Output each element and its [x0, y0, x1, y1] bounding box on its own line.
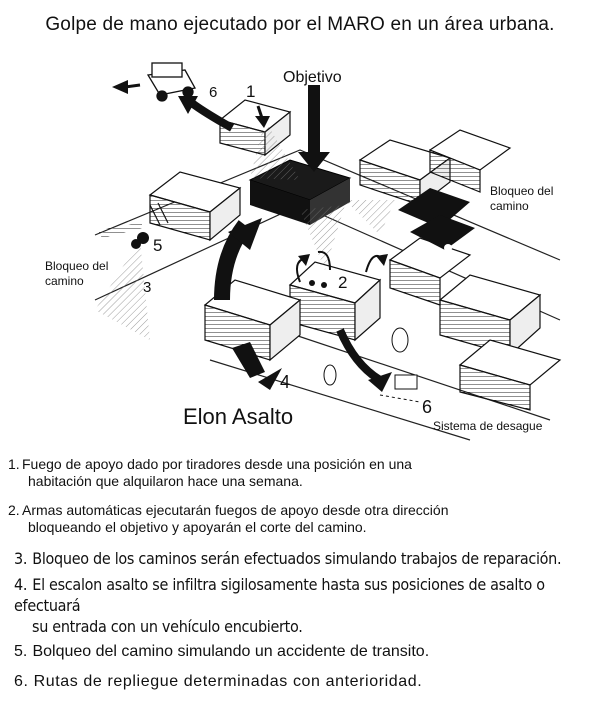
- note-5: 5. Bolqueo del camino simulando un accidente de transito.: [14, 643, 430, 660]
- note-1: 1. Fuego de apoyo dado por tiradores desde una posición en una habitación que alquilaron hace una semana.: [8, 456, 412, 489]
- houses: [150, 100, 560, 410]
- label-bloqueo-izquierda-2: camino: [45, 274, 84, 288]
- page-title: Golpe de mano ejecutado por el MARO en un área urbana.: [45, 14, 555, 35]
- marker-4: 4: [280, 372, 291, 392]
- marker-2: 2: [338, 273, 348, 292]
- note-3: 3. Bloqueo de los caminos serán efectuados simulando trabajos de reparación.: [14, 549, 562, 568]
- note-6: 6. Rutas de repliegue determinadas con anterioridad.: [14, 673, 423, 690]
- label-bloqueo-derecha-2: camino: [490, 199, 529, 213]
- urban-raid-diagram: [0, 40, 600, 450]
- marker-6-top: 6: [209, 84, 218, 101]
- label-elon-asalto: Elon Asalto: [183, 404, 294, 429]
- note-4: 4. El escalon asalto se infiltra sigilosamente hasta sus posiciones de asalto o efectuará su entrada con un vehículo encubierto.: [14, 575, 545, 636]
- label-objetivo: Objetivo: [283, 69, 342, 86]
- label-bloqueo-derecha-1: Bloqueo del: [490, 184, 554, 198]
- objective-arrow: [298, 85, 330, 172]
- label-bloqueo-izquierda-1: Bloqueo del: [45, 259, 109, 273]
- house-far-right: [460, 340, 560, 410]
- jeep-icon: [148, 63, 195, 101]
- marker-6-bottom: 6: [422, 397, 433, 417]
- label-sistema-desague: Sistema de desague: [433, 419, 543, 433]
- house-middle: [290, 262, 380, 340]
- marker-3: 3: [143, 279, 152, 296]
- house-left: [150, 172, 240, 240]
- marker-1: 1: [246, 82, 256, 101]
- marker-5: 5: [153, 236, 163, 255]
- note-2: 2. Armas automáticas ejecutarán fuegos de apoyo desde otra dirección bloqueando el objetivo y apoyarán el corte del camino.: [8, 502, 449, 535]
